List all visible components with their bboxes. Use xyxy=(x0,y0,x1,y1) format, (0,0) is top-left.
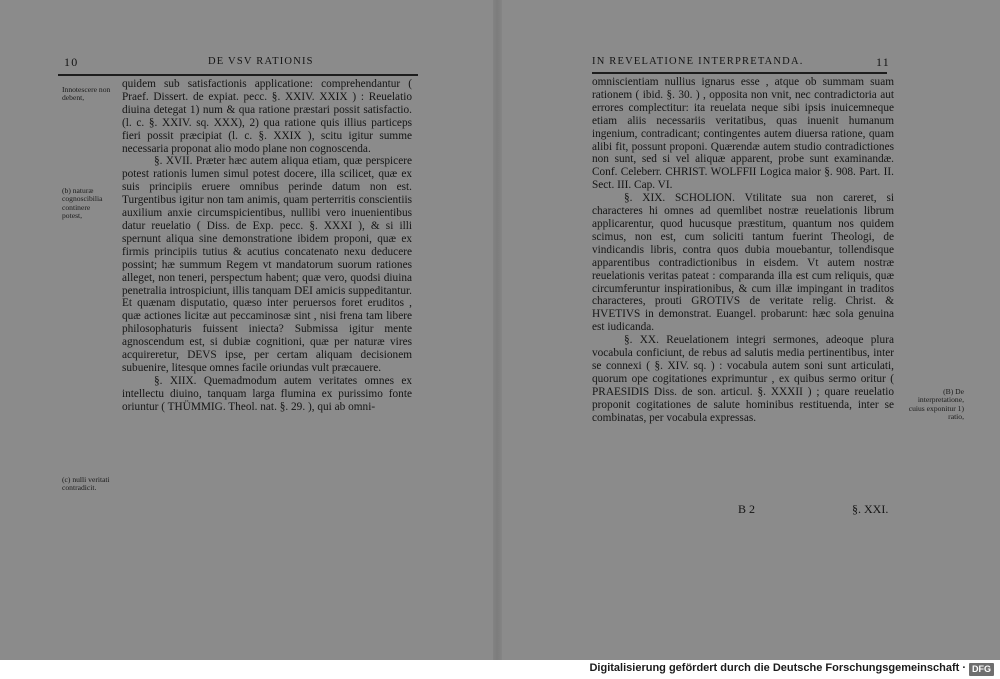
paragraph: §. XIX. SCHOLION. Vtilitate sua non careret, si characteres hi omnes ad quemlibet nostræ reuelationis librum applicarentur, quod hucusque præstitum, quantum nos quidem scimus, non est, cum soliciti tantum fuerint Theologi, de vindicandis libris, contra quos dubia mouebantur, tollendisque apparentibus contradictionibus in eisdem. Vt autem nostræ reuelationis veritas pateat : comparanda illa est cum reliquis, quæ circumferuntur inspirationibus, & cum illæ impingant in traditos characteres, prouti GROTIVS de veritate relig. Christ. & HVETIVS in demonstrat. Euangel. probarunt: hæc sola genuina est iudicanda. xyxy=(592,192,894,334)
paragraph: omniscientiam nullius ignarus esse , atque ob summam suam rationem ( ibid. §. 30. ) , opposita non vnit, nec contradictoria aut errores complectitur: ita reuelata neque sibi ipsis inuicemneque etiam aliis necessariis veritatibus, quas inuenit humanum ingenium, contradicant; contingentes autem diuersa ratione, quam alibi fit, possunt proponi. Quærendæ autem studio contradictiones non sunt, sed si vel aliquæ apparent, probe sunt examinandæ. Conf. Celeberr. CHRIST. WOLFFII Logica maior §. 908. Part. II. Sect. III. Cap. VI. xyxy=(592,76,894,192)
left-page xyxy=(58,0,490,660)
left-running-head xyxy=(58,56,418,76)
right-body-text xyxy=(592,76,894,424)
right-head-rule xyxy=(592,72,887,74)
left-margin-note-2: (b) naturæ cognoscibilia continere potest, xyxy=(62,186,103,221)
left-margin-note-3: (c) nulli veritati contradicit. xyxy=(62,475,110,493)
right-running-title: IN REVELATIONE INTERPRETANDA. xyxy=(592,56,804,67)
right-margin-note-1: (B) De interpretatione, cuius exponitur 1) ratio, xyxy=(908,387,964,422)
signature-mark: B 2 xyxy=(738,502,756,516)
left-running-title: DE VSV RATIONIS xyxy=(208,56,314,67)
paragraph: §. XIIX. Quemadmodum autem veritates omnes ex intellectu diuino, tanquam larga flumina ex purissimo fonte oriuntur ( THÜMMIG. Theol. nat. §. 29. ), qui ab omni- xyxy=(122,374,412,413)
dfg-logo: DFG xyxy=(969,663,994,676)
right-page xyxy=(560,0,1000,660)
left-folio: 10 xyxy=(64,55,79,69)
catchword: §. XXI. xyxy=(852,502,889,516)
paragraph: §. XX. Reuelationem integri sermones, adeoque plura vocabula conficiunt, de rebus ad salutis media pertinentibus, inter se connexi ( §. XIV. sq. ) : vocabula autem soni sunt articulati, quorum ope cogitationes exprimuntur , ex quibus sermo oritur ( PRAESIDIS Diss. de son. articul. §. XXXII ) ; quare reuelatio proponit cogitationes de salute hominibus restituenda, inter se combinatas, per vocabula expressas. xyxy=(592,334,894,424)
book-gutter xyxy=(493,0,502,660)
funding-credit: Digitalisierung gefördert durch die Deutsche Forschungsgemeinschaft · xyxy=(589,662,966,674)
left-head-rule xyxy=(58,74,418,76)
left-body-text xyxy=(122,78,412,414)
paragraph: §. XVII. Præter hæc autem aliqua etiam, quæ perspicere potest rationis lumen simul potest docere, illa scilicet, quæ ex suis principiis eruere omnibus perinde datum non est. Turgentibus igitur non tam animis, quam perterritis conscientiis auxilium anxie circumspicientibus, nullibi vero inuenientibus datur reuelatio ( Diss. de Exp. pecc. §. XXXI ), & si illi spernunt aliqua sine demonstratione ibidem proponi, quæ ex firmis principiis tutius & acutius concatenato nexu deducere possint; hæ summum Regem vt mandatorum suorum rationes alleget, non teneri, perspectum habent; quæ vero, quodsi diuina penetralia introspiciunt, illis tanquam DEI amicis suppeditantur. Et quænam disputatio, quæso inter peruersos foret eruditos , quæ actiones licitæ aut peccaminosæ sint , nisi frena tam libere philosophaturis fuissent iniecta? Submissa igitur mente agnoscendum est, si dubiæ cognitioni, quæ per naturæ vires acquireretur, DEVS ipse, per certam aliquam decisionem subuenire, litesque omnes facile oriundas vult præcauere. xyxy=(122,155,412,374)
left-margin-note-1: Innotescere non debent, xyxy=(62,85,111,103)
right-folio: 11 xyxy=(876,55,890,69)
paragraph: quidem sub satisfactionis applicatione: comprehendantur ( Praef. Dissert. de expiat. pecc. §. XXIV. XXIX ) : Reuelatio diuina detegat 1) num & qua ratione præstari possit satisfactio. (l. c. §. XXIV. sq. XXX), 2) qua ratione quis illius particeps fieri possit præcipiat (l. c. §. XXIX ), scitu igitur summe necessaria proponat alio modo plane non cognoscenda. xyxy=(122,78,412,155)
